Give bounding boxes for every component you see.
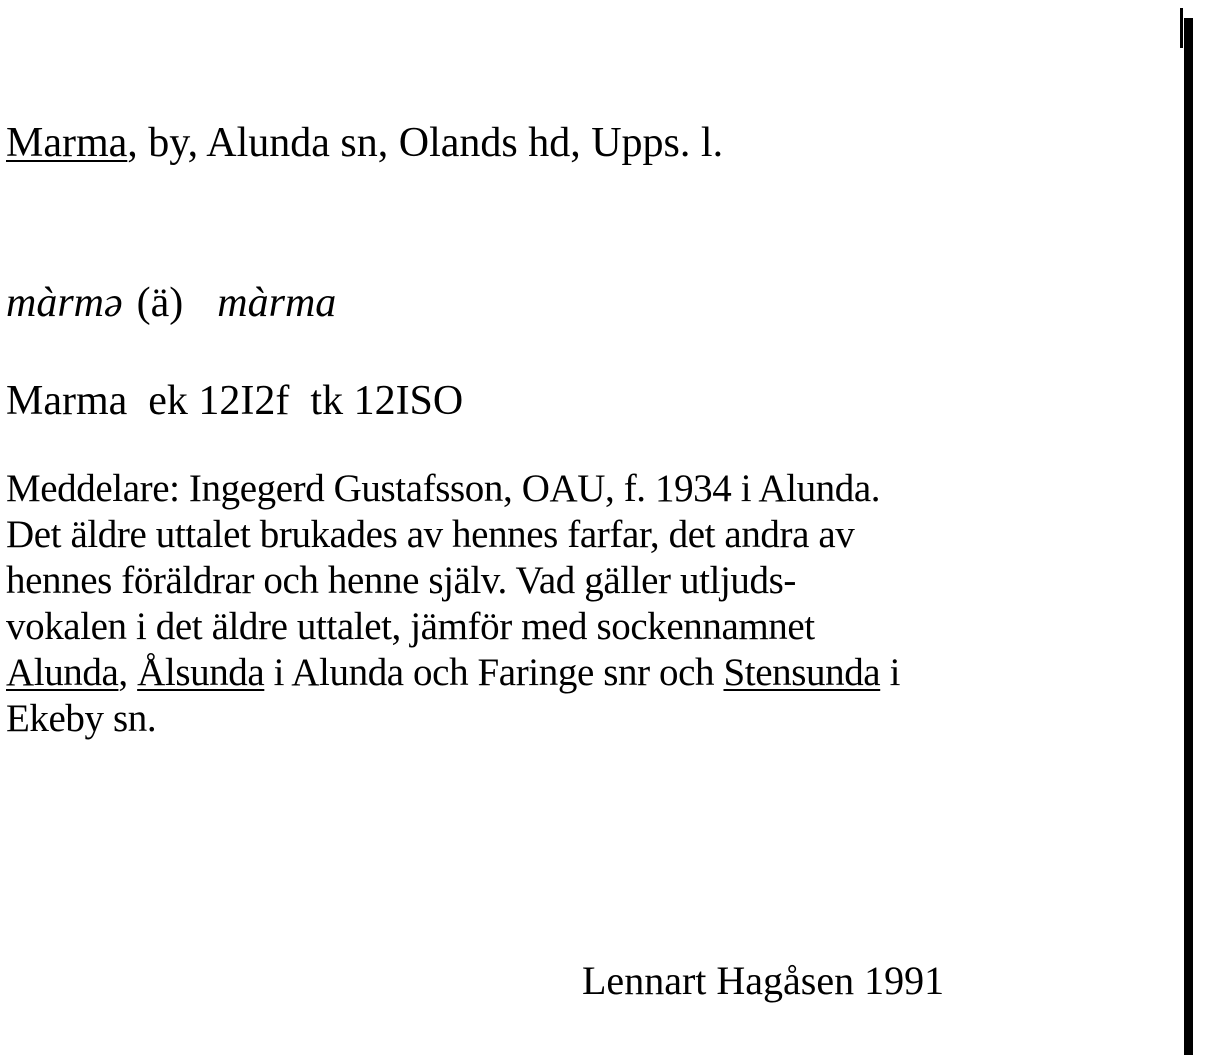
place-location: , by, Alunda sn, Olands hd, Upps. l. <box>127 120 724 166</box>
compared-name-stensunda: Stensunda <box>723 651 881 694</box>
signature: Lennart Hagåsen 1991 <box>582 958 945 1003</box>
card-edge-mark <box>1180 8 1183 48</box>
pronunciation-current: màrma <box>217 280 337 326</box>
comparison-line <box>6 650 1166 696</box>
place-name: Marma <box>6 120 128 166</box>
paragraph-line: Det äldre uttalet brukades av hennes farfar, det andra av <box>6 513 855 556</box>
separator: , <box>118 651 138 694</box>
map-reference: Marma ek 12I2f tk 12ISO <box>6 378 464 424</box>
pronunciation-older: màrmə <box>6 280 123 326</box>
paragraph-line: vokalen i det äldre uttalet, jämför med sockennamnet <box>6 605 815 648</box>
paragraph-line: Meddelare: Ingegerd Gustafsson, OAU, f. 1934 i Alunda. <box>6 467 881 510</box>
card-title <box>6 122 723 164</box>
comparison-text: i Alunda och Faringe snr och <box>264 651 724 694</box>
pronunciation-note: (ä) <box>136 280 184 326</box>
comparison-end: i <box>880 651 901 694</box>
informant-paragraph <box>6 466 1166 742</box>
card-edge <box>1184 18 1193 1055</box>
pronunciation-line <box>6 282 336 324</box>
paragraph-line: hennes föräldrar och henne själv. Vad gäller utljuds- <box>6 559 796 602</box>
paragraph-line: Ekeby sn. <box>6 697 157 740</box>
compared-name-alunda: Alunda <box>6 651 119 694</box>
compared-name-alsunda: Ålsunda <box>137 651 265 694</box>
